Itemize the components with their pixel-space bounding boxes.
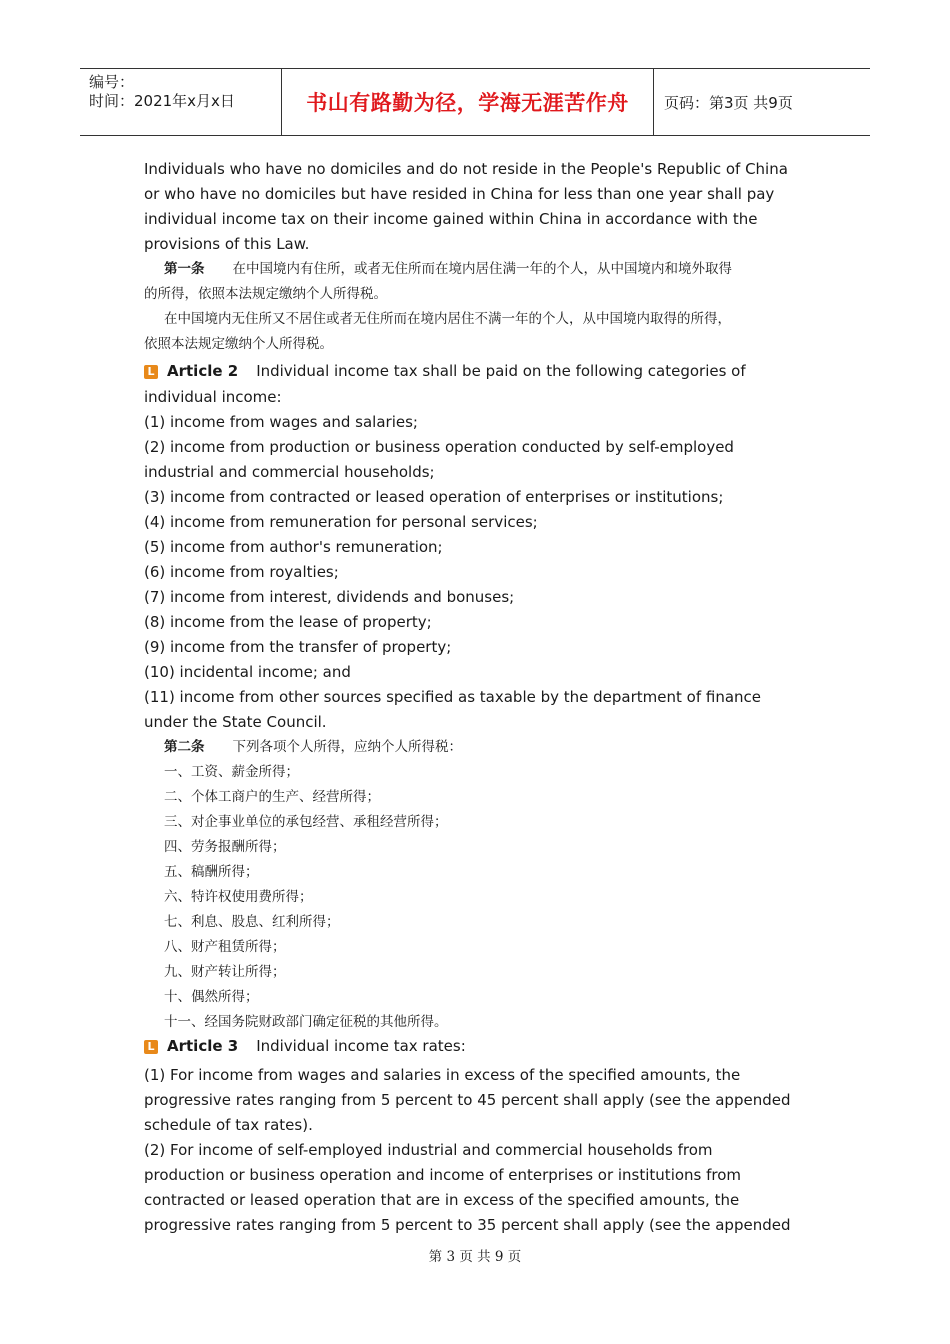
article2-item: (5) income from author's remuneration; — [144, 538, 443, 556]
article2-zh-item: 十、偶然所得； — [164, 989, 259, 1005]
article3-intro: Individual income tax rates: — [256, 1037, 466, 1055]
motto-text: 书山有路勤为径，学海无涯苦作舟 — [306, 90, 629, 115]
article2-zh-item: 六、特许权使用费所得； — [164, 889, 313, 905]
article2-label: Article 2 — [167, 362, 239, 380]
article2-zh-item: 二、个体工商户的生产、经营所得； — [164, 789, 380, 805]
article3-line: (2) For income of self-employed industrial and commercial households from — [144, 1141, 713, 1159]
article2-intro-line: individual income: — [144, 388, 282, 406]
article-link-icon[interactable]: L — [144, 1040, 158, 1054]
article2-item: (11) income from other sources specified as taxable by the department of finance — [144, 688, 762, 706]
article2-zh-item: 一、工资、薪金所得； — [164, 764, 299, 780]
date-label: 时间：2021年x月x日 — [89, 92, 235, 110]
article2-zh-item: 九、财产转让所得； — [164, 964, 286, 980]
article2-item: (3) income from contracted or leased operation of enterprises or institutions; — [144, 488, 724, 506]
article3-line: production or business operation and income of enterprises or institutions from — [144, 1166, 742, 1184]
article2-item: (1) income from wages and salaries; — [144, 413, 418, 431]
document-header — [80, 68, 870, 136]
article2-zh-item: 八、财产租赁所得； — [164, 939, 286, 955]
number-label: 编号： — [89, 73, 135, 91]
article2-item: (10) incidental income; and — [144, 663, 351, 681]
article1-en-line: or who have no domiciles but have resided in China for less than one year shall pay — [144, 185, 775, 203]
article2-zh-intro — [144, 735, 812, 760]
article3-label: Article 3 — [167, 1037, 239, 1055]
article3-line: progressive rates ranging from 5 percent to 35 percent shall apply (see the appended — [144, 1216, 791, 1234]
article1-zh-line: 依照本法规定缴纳个人所得税。 — [144, 336, 333, 352]
article2-item: (2) income from production or business operation conducted by self-employed — [144, 438, 734, 456]
article2-item: (9) income from the transfer of property; — [144, 638, 452, 656]
article2-zh-item: 七、利息、股息、红利所得； — [164, 914, 340, 930]
article2-item: under the State Council. — [144, 713, 327, 731]
article1-en-line: Individuals who have no domiciles and do not reside in the People's Republic of China — [144, 160, 788, 178]
page-info-cell — [654, 69, 870, 135]
article2-zh-label: 第二条 — [164, 739, 205, 755]
article2-zh-item: 四、劳务报酬所得； — [164, 839, 286, 855]
article2-item: (4) income from remuneration for personal services; — [144, 513, 538, 531]
article2-zh-intro-text: 下列各项个人所得，应纳个人所得税： — [232, 739, 462, 755]
article1-en-line: provisions of this Law. — [144, 235, 310, 253]
article2-zh-item: 三、对企事业单位的承包经营、承租经营所得； — [164, 814, 448, 830]
article2-item: industrial and commercial households; — [144, 463, 435, 481]
article3-line: schedule of tax rates). — [144, 1116, 313, 1134]
article1-zh-label: 第一条 — [164, 261, 205, 277]
article1-en-line: individual income tax on their income gained within China in accordance with the — [144, 210, 758, 228]
page-footer: 第 3 页 共 9 页 — [428, 1249, 522, 1265]
header-meta-cell — [80, 69, 281, 135]
article3-line: progressive rates ranging from 5 percent to 45 percent shall apply (see the appended — [144, 1091, 791, 1109]
article1-zh-text: 在中国境内有住所，或者无住所而在境内居住满一年的个人，从中国境内和境外取得 — [232, 261, 732, 277]
article2-heading — [144, 357, 812, 385]
article2-item: (7) income from interest, dividends and bonuses; — [144, 588, 515, 606]
article3-line: (1) For income from wages and salaries in excess of the specified amounts, the — [144, 1066, 741, 1084]
page-info: 页码：第3页 共9页 — [664, 93, 793, 112]
article3-heading — [144, 1035, 812, 1057]
article2-intro: Individual income tax shall be paid on the following categories of — [256, 362, 746, 380]
motto-cell — [281, 69, 654, 135]
article2-item: (8) income from the lease of property; — [144, 613, 432, 631]
article2-zh-item: 五、稿酬所得； — [164, 864, 259, 880]
article1-zh-line: 在中国境内无住所又不居住或者无住所而在境内居住不满一年的个人，从中国境内取得的所得， — [164, 311, 731, 327]
article2-zh-item: 十一、经国务院财政部门确定征税的其他所得。 — [164, 1014, 448, 1030]
article3-line: contracted or leased operation that are in excess of the specified amounts, the — [144, 1191, 740, 1209]
document-body — [144, 157, 812, 1238]
article1-zh-para1 — [144, 257, 812, 282]
article-link-icon[interactable]: L — [144, 365, 158, 379]
article1-zh-line: 的所得，依照本法规定缴纳个人所得税。 — [144, 286, 387, 302]
article2-item: (6) income from royalties; — [144, 563, 339, 581]
